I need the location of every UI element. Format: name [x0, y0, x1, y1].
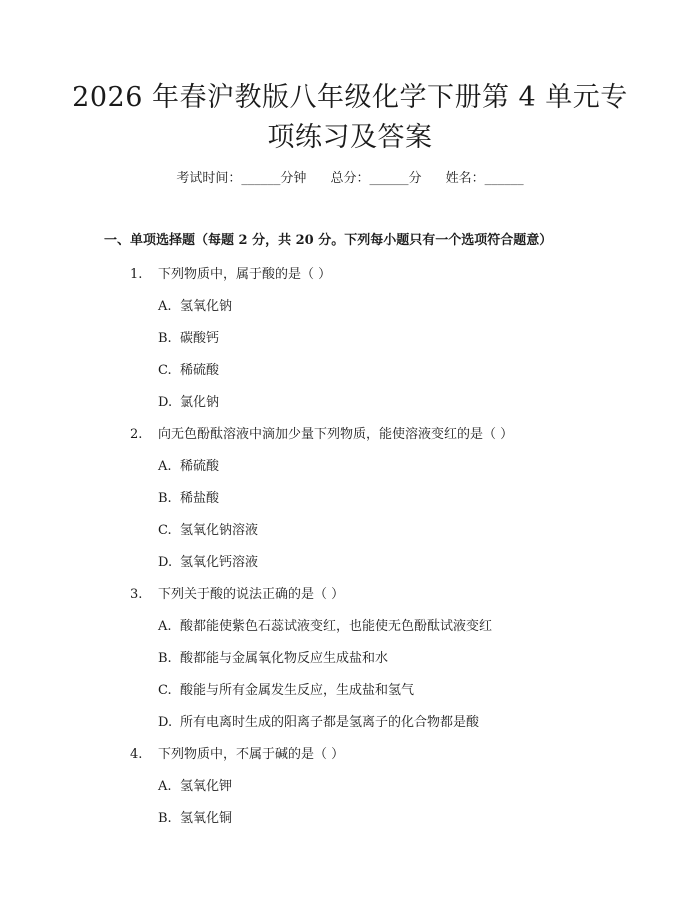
question-list — [0, 260, 700, 836]
option-2-d — [0, 548, 700, 580]
title-line-1: 2026 年春沪教版八年级化学下册第 4 单元专 — [72, 82, 628, 113]
option-text: 碳酸钙 — [180, 331, 220, 346]
question-number: 2. — [130, 427, 143, 442]
option-letter: B. — [158, 651, 172, 666]
option-1-c — [0, 356, 700, 388]
option-letter: A. — [158, 619, 172, 634]
option-text: 稀硫酸 — [180, 459, 220, 474]
total-score-field: 总分：______分 — [330, 171, 422, 186]
question-stem: 下列物质中，属于酸的是（ ） — [158, 267, 332, 282]
option-letter: A. — [158, 779, 172, 794]
question-1 — [0, 260, 700, 292]
option-text: 氢氧化钠 — [180, 299, 233, 314]
option-1-a — [0, 292, 700, 324]
option-letter: C. — [158, 683, 172, 698]
option-text: 氢氧化钙溶液 — [180, 555, 259, 570]
option-3-d — [0, 708, 700, 740]
option-text: 酸能与所有金属发生反应，生成盐和氢气 — [180, 683, 415, 698]
question-number: 4. — [130, 747, 143, 762]
question-4 — [0, 740, 700, 772]
option-letter: D. — [158, 715, 173, 730]
question-stem: 向无色酚酞溶液中滴加少量下列物质，能使溶液变红的是（ ） — [158, 427, 514, 442]
option-text: 稀硫酸 — [180, 363, 220, 378]
document-title — [40, 78, 660, 158]
question-2 — [0, 420, 700, 452]
option-3-a — [0, 612, 700, 644]
question-number: 3. — [130, 587, 143, 602]
option-4-a — [0, 772, 700, 804]
option-text: 氯化钠 — [180, 395, 220, 410]
option-text: 酸都能使紫色石蕊试液变红，也能使无色酚酞试液变红 — [180, 619, 493, 634]
option-letter: A. — [158, 459, 172, 474]
question-3 — [0, 580, 700, 612]
section-heading: 一、单项选择题（每题 2 分，共 20 分。下列每小题只有一个选项符合题意） — [104, 233, 553, 248]
option-text: 氢氧化铜 — [180, 811, 233, 826]
option-letter: B. — [158, 491, 172, 506]
option-letter: D. — [158, 395, 173, 410]
option-letter: D. — [158, 555, 173, 570]
option-letter: C. — [158, 363, 172, 378]
question-number: 1. — [130, 267, 143, 282]
option-letter: A. — [158, 299, 172, 314]
option-letter: B. — [158, 811, 172, 826]
exam-meta — [0, 170, 700, 188]
exam-time-field: 考试时间：______分钟 — [176, 171, 307, 186]
option-4-b — [0, 804, 700, 836]
option-text: 氢氧化钾 — [180, 779, 233, 794]
option-1-d — [0, 388, 700, 420]
option-2-c — [0, 516, 700, 548]
question-stem: 下列关于酸的说法正确的是（ ） — [158, 587, 345, 602]
option-3-b — [0, 644, 700, 676]
option-2-b — [0, 484, 700, 516]
option-letter: C. — [158, 523, 172, 538]
option-3-c — [0, 676, 700, 708]
question-stem: 下列物质中，不属于碱的是（ ） — [158, 747, 345, 762]
option-1-b — [0, 324, 700, 356]
option-text: 所有电离时生成的阳离子都是氢离子的化合物都是酸 — [180, 715, 480, 730]
name-field: 姓名：______ — [445, 171, 524, 186]
option-2-a — [0, 452, 700, 484]
option-text: 稀盐酸 — [180, 491, 220, 506]
option-text: 酸都能与金属氧化物反应生成盐和水 — [180, 651, 389, 666]
option-text: 氢氧化钠溶液 — [180, 523, 259, 538]
option-letter: B. — [158, 331, 172, 346]
title-line-2: 项练习及答案 — [267, 122, 433, 153]
